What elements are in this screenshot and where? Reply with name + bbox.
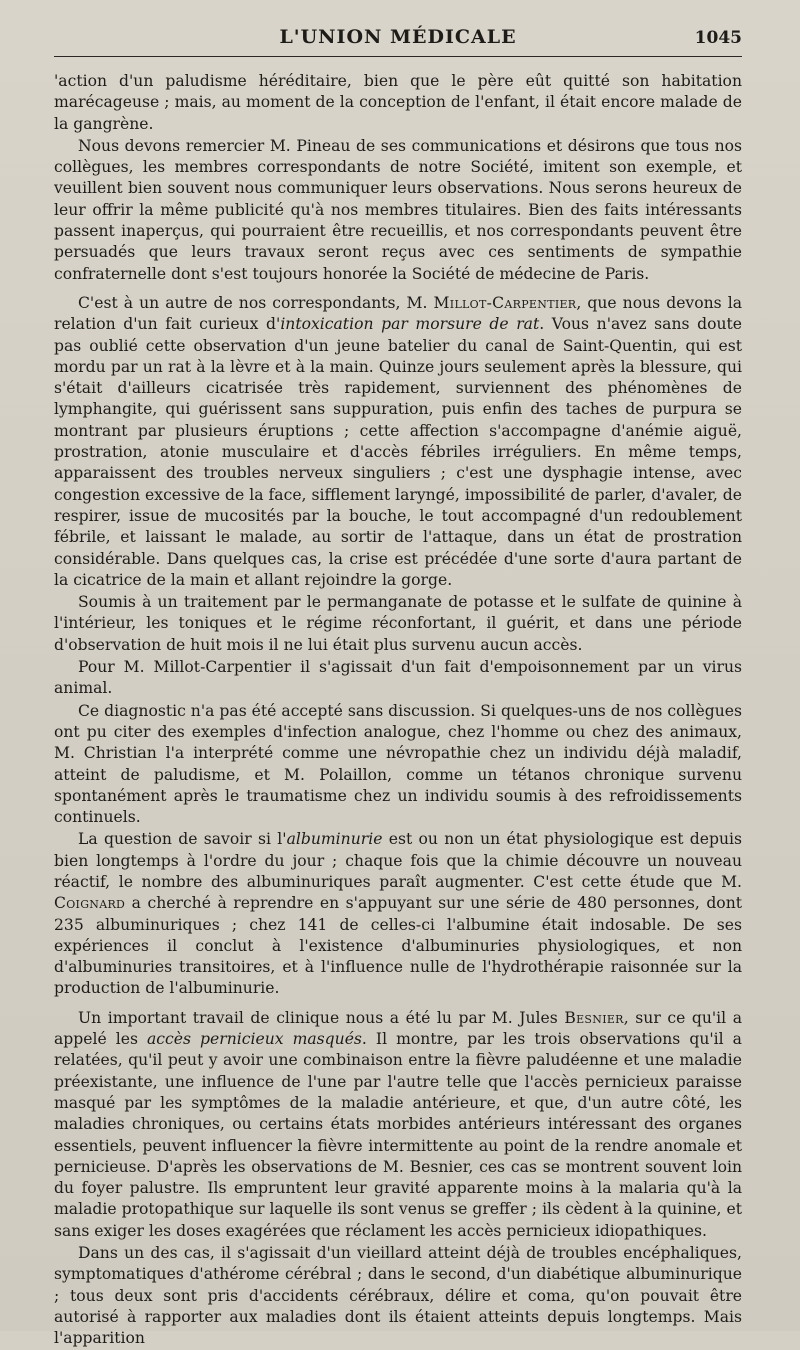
paragraph-9: Dans un des cas, il s'agissait d'un vieillard atteint déjà de troubles encéphaliques, symptomatiques d'athérome cérébral ; dans le second, d'un diabétique albuminurique ; tous deux sont pris d'accidents cérébraux, délire et coma, qu'on pouvait être autorisé à rapporter aux maladies dont ils étaient atteints depuis longtemps. Mais l'apparition [54,1244,742,1348]
italic-intoxication-title: intoxication par morsure de rat [280,315,540,334]
paragraph-7-text-a: La question de savoir si l' [78,830,287,849]
running-title: L'UNION MÉDICALE [279,26,517,48]
paragraph-5: Pour M. Millot-Carpentier il s'agissait d'un fait d'empoisonnement par un virus animal. [54,658,742,698]
paragraph-2: Nous devons remercier M. Pineau de ses communications et désirons que tous nos collègues, les membres correspondants de notre Société, imitent son exemple, et veuillent bien souvent nous communiquer leurs observations. Nous serons heureux de leur offrir la même publicité qu'à nos membres titulaires. Bien des faits intéressants passent inaperçus, qui pourraient être recueillis, et nos correspondants peuvent être persuadés que leurs travaux seront reçus avec ces sentiments de sympathie confraternelle dont s'est toujours honorée la Société de médecine de Paris. [54,136,742,283]
italic-acces-pernicieux-masques: accès pernicieux masqués [147,1030,362,1049]
italic-albuminurie: albuminurie [286,830,383,849]
paragraph-4: Soumis à un traitement par le permanganate de potasse et le sulfate de quinine à l'intérieur, les toniques et le régime réconfortant, il guérit, et dans une période d'observation de huit mois il ne lui était plus survenu aucun accès. [54,593,742,654]
page-header [54,22,742,57]
paragraph-1: 'action d'un paludisme héréditaire, bien que le père eût quitté son habitation marécageuse ; mais, au moment de la conception de l'enfant, il était encore malade de la gangrène. [54,72,742,133]
author-name-coignard: Coignard [54,894,126,913]
paragraph-7 [54,829,742,999]
paragraph-8-text-b: , sur ce qu'il a appelé les [54,1008,742,1049]
paragraph-3 [54,293,742,591]
paragraph-8 [54,1008,742,1242]
paragraph-3-text-c: . Vous n'avez sans doute pas oublié cette observation d'un jeune batelier du canal de Saint-Quentin, qui est mordu par un rat à la lèvre et à la main. Quinze jours seulement après la blessure, qui s'était d'ailleurs cicatrisée très rapidement, surviennent des phénomènes de lymphangite, qui guérissent sans suppuration, puis enfin des taches de purpura se montrant par plusieurs éruptions ; cette affection s'accompagne d'anémie aiguë, prostration, atonie musculaire et d'accès fébriles irréguliers. En même temps, apparaissent des troubles nerveux singuliers ; c'est une dysphagie intense, avec congestion excessive de la face, sifflement laryngé, impossibilité de parler, d'avaler, de respirer, issue de mucosités par la bouche, le tout accompagné d'un redoublement fébrile, et laissant le malade, au sortir de l'attaque, dans un état de prostration considérable. Dans quelques cas, la crise est précédée d'une sorte d'aura partant de la cicatrice de la main et allant rejoindre la gorge. [54,315,743,589]
author-name-besnier: Besnier [564,1008,624,1027]
paragraph-7-text-c: a cherché à reprendre en s'appuyant sur une série de 480 personnes, dont 235 albuminuriques ; chez 141 de celles-ci l'albumine était indosable. De ses expériences il conclut à l'existence d'albuminuries physiologiques, et non d'albuminuries transitoires, et à l'influence nulle de l'hydrothérapie raisonnée sur la production de l'albuminurie. [54,894,742,998]
page-number: 1045 [694,28,742,48]
author-name-millot-carpentier: Millot-Carpentier [433,293,577,312]
paragraph-3-text-b: , que nous devons la relation d'un fait curieux d' [54,293,742,334]
paragraph-6: Ce diagnostic n'a pas été accepté sans discussion. Si quelques-uns de nos collègues ont pu citer des exemples d'infection analogue, chez l'homme ou chez des animaux, M. Christian l'a interprété comme une névropathie chez un individu déjà maladif, atteint de paludisme, et M. Polaillon, comme un tétanos chronique survenu spontanément après le traumatisme chez un individu soumis à des refroidissements continuels. [54,701,742,827]
paragraph-7-text-b: est ou non un état physiologique est depuis bien longtemps à l'ordre du jour ; chaque fois que la chimie découvre un nouveau réactif, le nombre des albuminuriques paraît augmenter. C'est cette étude que M. [54,830,742,891]
body-text [54,71,742,1350]
paragraph-8-text-c: . Il montre, par les trois observations qu'il a relatées, qu'il peut y avoir une combinaison entre la fièvre paludéenne et une maladie préexistante, une influence de l'une par l'autre telle que l'accès pernicieux paraisse masqué par les symptômes de la maladie antérieure, et que, d'un autre côté, les maladies chroniques, ou certains états morbides antérieurs intéressant des organes essentiels, peuvent influencer la fièvre intermittente au point de la rendre anomale et pernicieuse. D'après les observations de M. Besnier, ces cas se montrent souvent loin du foyer palustre. Ils empruntent leur gravité apparente moins à la malaria qu'à la maladie protopathique sur laquelle ils sont venus se greffer ; ils cèdent à la quinine, et sans exiger les doses exagérées que réclament les accès pernicieux idiopathiques. [54,1030,742,1240]
paragraph-3-text-a: C'est à un autre de nos correspondants, M. [78,293,434,312]
paragraph-8-text-a: Un important travail de clinique nous a été lu par M. Jules [78,1008,565,1027]
